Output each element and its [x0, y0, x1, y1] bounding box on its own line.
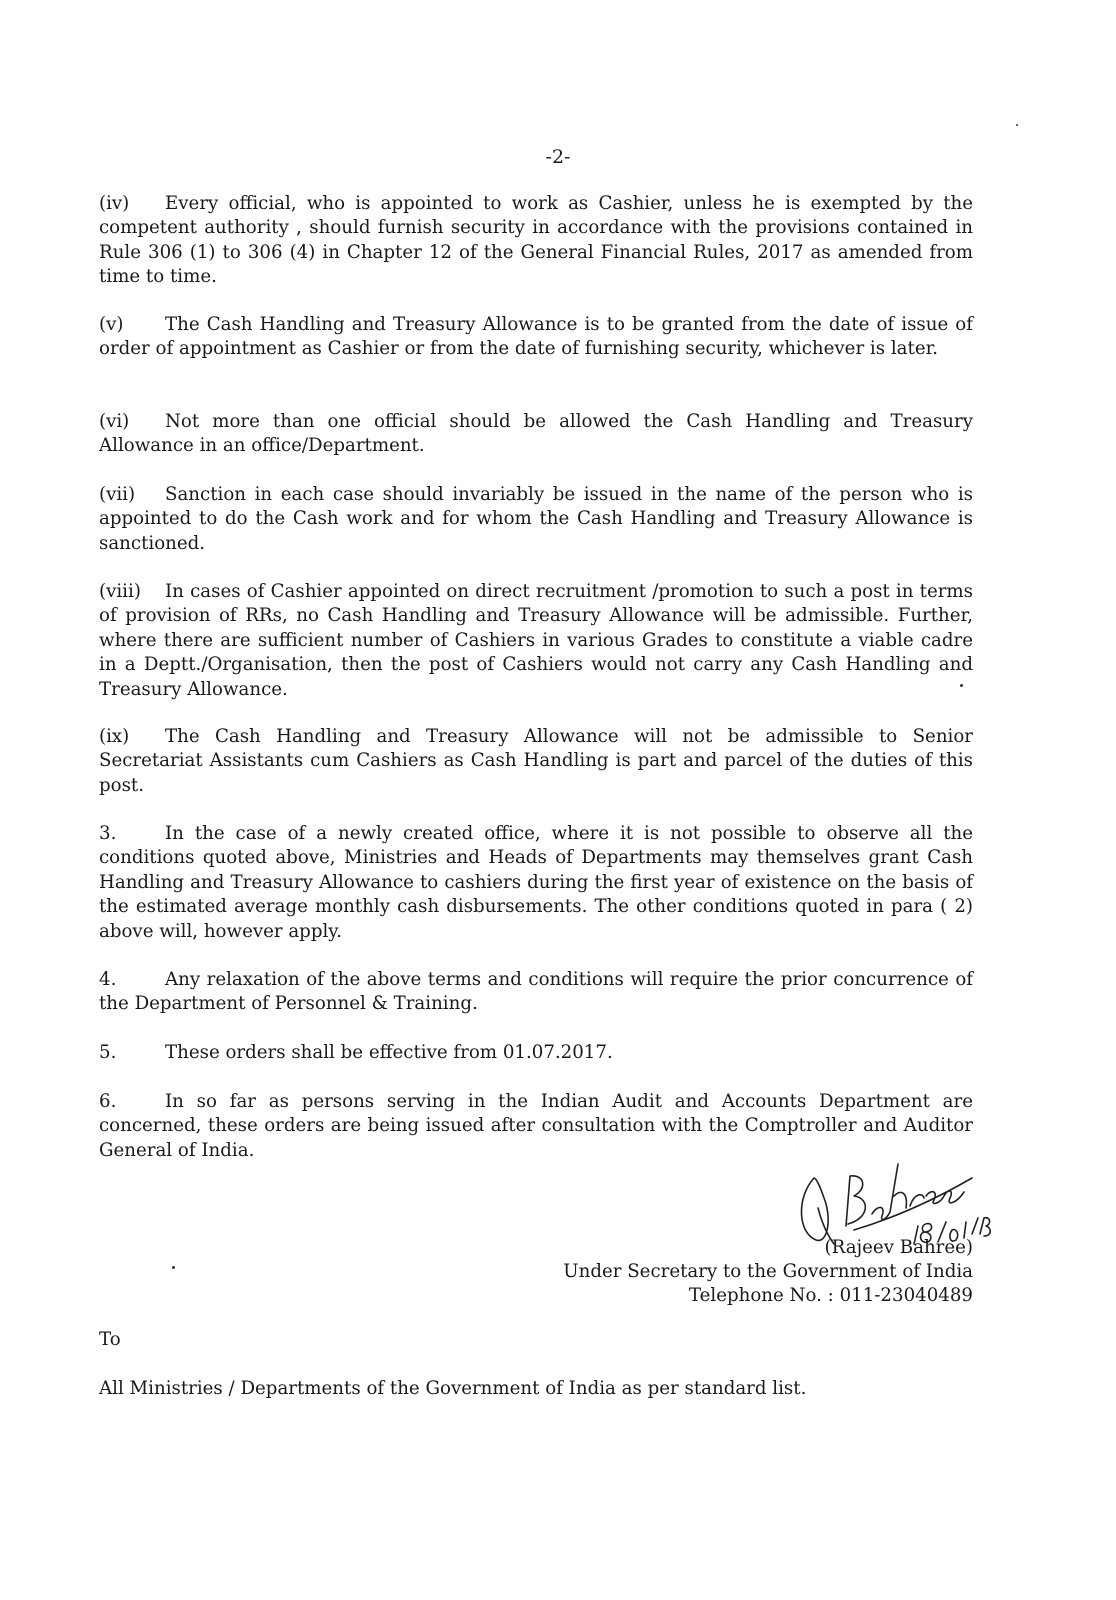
signature-flourish: [872, 1164, 964, 1219]
paragraph-text: Not more than one official should be allowed the Cash Handling and Treasury Allowance in an office/Department.: [99, 411, 973, 457]
paragraph-label: (v): [99, 314, 124, 335]
paragraph-text: In cases of Cashier appointed on direct recruitment /promotion to such a post in terms of provision of RRs, no Cash Handling and Treasury Allowance will be admissible. Further, where there are sufficient number of Cashiers in various Grades to constitute a viable cadre in a Deptt./Organisation, then the post of Cashiers would not carry any Cash Handling and Treasury Allowance.: [99, 581, 973, 700]
scan-speck: [172, 1266, 175, 1269]
paragraph-text: Sanction in each case should invariably be issued in the name of the person who is appointed to do the Cash work and for whom the Cash Handling and Treasury Allowance is sanctioned.: [99, 484, 973, 554]
paragraph-text: The Cash Handling and Treasury Allowance will not be admissible to Senior Secretariat Assistants cum Cashiers as Cash Handling is part and parcel of the duties of this post.: [99, 726, 973, 796]
signature-letter-b: [846, 1176, 865, 1226]
paragraph-label: (viii): [99, 581, 141, 602]
paragraph-ix: [99, 725, 973, 798]
paragraph-label: (vi): [99, 411, 130, 432]
paragraph-iv: [99, 192, 973, 290]
paragraph-vi: [99, 410, 973, 459]
paragraph-label: 5.: [99, 1042, 117, 1063]
page-number: -2-: [545, 146, 571, 168]
scan-speck: [960, 684, 963, 687]
signatory-telephone: Telephone No. : 011-23040489: [688, 1285, 973, 1306]
paragraph-label: 4.: [99, 969, 117, 990]
paragraph-3: [99, 822, 973, 944]
paragraph-label: (iv): [99, 193, 130, 214]
signature-underline: [854, 1178, 972, 1230]
paragraph-text: Any relaxation of the above terms and conditions will require the prior concurrence of the Department of Personnel & Training.: [99, 969, 973, 1015]
paragraph-viii: [99, 580, 973, 702]
recipients-list: All Ministries / Departments of the Government of India as per standard list.: [99, 1378, 807, 1399]
paragraph-4: [99, 968, 973, 1017]
paragraph-text: In so far as persons serving in the Indian Audit and Accounts Department are concerned, these orders are being issued after consultation with the Comptroller and Auditor General of India.: [99, 1091, 973, 1161]
paragraph-text: The Cash Handling and Treasury Allowance is to be granted from the date of issue of order of appointment as Cashier or from the date of furnishing security, whichever is later.: [99, 314, 973, 360]
paragraph-label: (ix): [99, 726, 130, 747]
paragraph-text: These orders shall be effective from 01.07.2017.: [165, 1042, 613, 1063]
paragraph-label: 3.: [99, 823, 117, 844]
signatory-designation: Under Secretary to the Government of India: [563, 1261, 973, 1282]
paragraph-v: [99, 313, 973, 362]
paragraph-label: (vii): [99, 484, 136, 505]
scan-speck: [1016, 124, 1018, 126]
paragraph-5: [99, 1041, 973, 1065]
signature-initial-stroke: [801, 1178, 828, 1240]
paragraph-label: 6.: [99, 1091, 117, 1112]
signatory-name: (Rajeev Bahree): [824, 1237, 973, 1258]
paragraph-text: In the case of a newly created office, where it is not possible to observe all the conditions quoted above, Ministries and Heads of Departments may themselves grant Cash Handling and Treasury Allowance to cashiers during the first year of existence on the basis of the estimated average monthly cash disbursements. The other conditions quoted in para ( 2) above will, however apply.: [99, 823, 973, 942]
to-label: To: [99, 1329, 121, 1350]
paragraph-vii: [99, 483, 973, 556]
paragraph-text: Every official, who is appointed to work as Cashier, unless he is exempted by the competent authority , should furnish security in accordance with the provisions contained in Rule 306 (1) to 306 (4) in Chapter 12 of the General Financial Rules, 2017 as amended from time to time.: [99, 193, 973, 288]
